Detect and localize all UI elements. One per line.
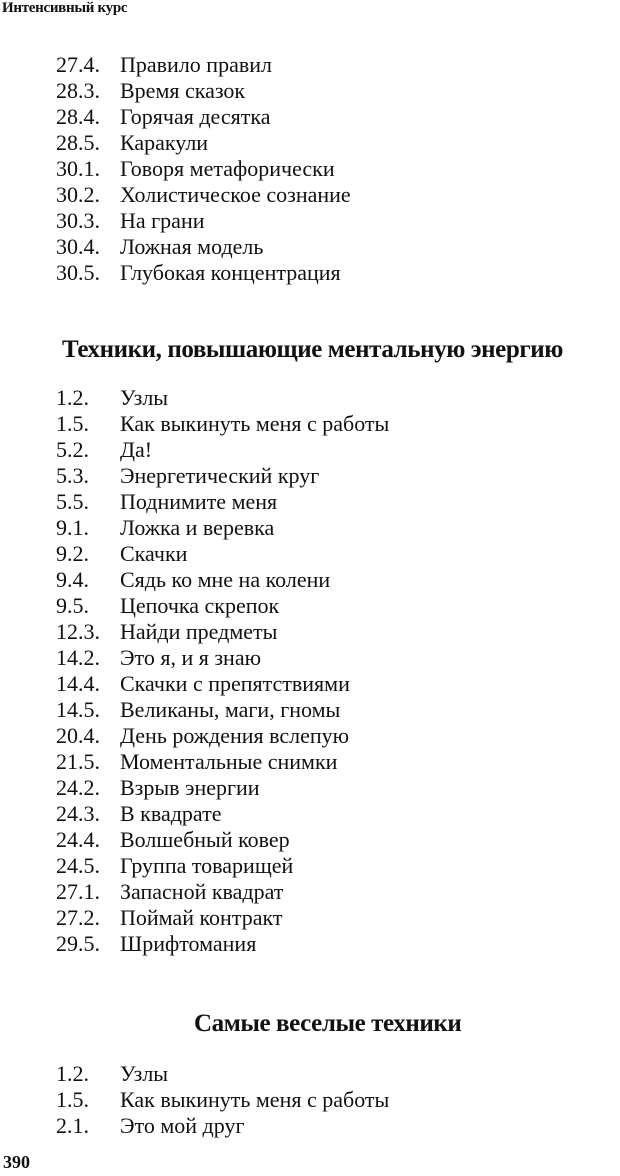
item-title: Говоря метафорически: [120, 156, 335, 181]
item-title: Это я, и я знаю: [120, 645, 262, 670]
item-title: Великаны, маги, гномы: [120, 697, 341, 722]
running-head: Интенсивный курс: [2, 0, 128, 16]
list-item: [56, 437, 389, 463]
list-item: [56, 515, 389, 541]
item-number: 1.5.: [56, 1087, 89, 1112]
list-item: [56, 775, 389, 801]
list-item: [56, 1061, 389, 1087]
item-number: 24.3.: [56, 801, 100, 826]
item-number: 14.4.: [56, 671, 100, 696]
list-item: [56, 749, 389, 775]
item-number: 30.2.: [56, 182, 100, 207]
item-title: Каракули: [120, 130, 209, 155]
list-item: [56, 182, 351, 208]
list-item: [56, 853, 389, 879]
item-title: Цепочка скрепок: [120, 593, 280, 618]
item-title: Шрифтомания: [120, 931, 257, 956]
item-number: 24.5.: [56, 853, 100, 878]
item-number: 21.5.: [56, 749, 100, 774]
item-number: 27.2.: [56, 905, 100, 930]
item-title: Узлы: [120, 1061, 169, 1086]
technique-list-continued: [56, 52, 351, 286]
list-item: [56, 827, 389, 853]
item-number: 5.5.: [56, 489, 89, 514]
item-title: День рождения вслепую: [120, 723, 350, 748]
item-number: 12.3.: [56, 619, 100, 644]
item-title: Моментальные снимки: [120, 749, 338, 774]
item-title: Группа товарищей: [120, 853, 294, 878]
item-title: Как выкинуть меня с работы: [120, 1087, 390, 1112]
item-number: 1.5.: [56, 411, 89, 436]
list-item: [56, 567, 389, 593]
list-item: [56, 208, 351, 234]
item-number: 28.3.: [56, 78, 100, 103]
item-number: 5.3.: [56, 463, 89, 488]
list-item: [56, 78, 351, 104]
item-number: 5.2.: [56, 437, 89, 462]
item-title: Ложка и веревка: [120, 515, 275, 540]
item-title: Глубокая концентрация: [120, 260, 341, 285]
item-number: 24.4.: [56, 827, 100, 852]
item-title: В квадрате: [120, 801, 222, 826]
list-item: [56, 541, 389, 567]
item-title: Горячая десятка: [120, 104, 271, 129]
item-number: 1.2.: [56, 1061, 89, 1086]
item-title: Время сказок: [120, 78, 246, 103]
item-number: 14.5.: [56, 697, 100, 722]
item-title: Сядь ко мне на колени: [120, 567, 331, 592]
list-item: [56, 1087, 389, 1113]
item-number: 9.4.: [56, 567, 89, 592]
item-title: Холистическое сознание: [120, 182, 351, 207]
list-item: [56, 879, 389, 905]
list-item: [56, 645, 389, 671]
item-title: Поймай контракт: [120, 905, 283, 930]
item-title: Это мой друг: [120, 1113, 245, 1138]
section-heading-mental-energy: Техники, повышающие ментальную энергию: [62, 336, 564, 363]
list-item: [56, 619, 389, 645]
item-title: Скачки с препятствиями: [120, 671, 350, 696]
item-number: 30.1.: [56, 156, 100, 181]
list-item: [56, 52, 351, 78]
list-item: [56, 801, 389, 827]
list-item: [56, 156, 351, 182]
item-number: 2.1.: [56, 1113, 89, 1138]
list-item: [56, 104, 351, 130]
item-number: 30.4.: [56, 234, 100, 259]
item-title: Поднимите меня: [120, 489, 278, 514]
item-number: 27.4.: [56, 52, 100, 77]
item-title: Энергетический круг: [120, 463, 320, 488]
item-title: Правило правил: [120, 52, 272, 77]
list-item: [56, 723, 389, 749]
list-item: [56, 931, 389, 957]
list-item: [56, 130, 351, 156]
list-item: [56, 411, 389, 437]
item-title: Запасной квадрат: [120, 879, 284, 904]
list-item: [56, 489, 389, 515]
item-number: 29.5.: [56, 931, 100, 956]
item-number: 30.3.: [56, 208, 100, 233]
item-number: 9.2.: [56, 541, 89, 566]
item-title: Взрыв энергии: [120, 775, 260, 800]
list-item: [56, 234, 351, 260]
item-number: 30.5.: [56, 260, 100, 285]
item-title: На грани: [120, 208, 205, 233]
item-number: 1.2.: [56, 385, 89, 410]
list-item: [56, 260, 351, 286]
item-title: Как выкинуть меня с работы: [120, 411, 390, 436]
item-number: 9.1.: [56, 515, 89, 540]
item-title: Ложная модель: [120, 234, 264, 259]
page-number: 390: [3, 1152, 30, 1172]
item-number: 28.4.: [56, 104, 100, 129]
item-number: 27.1.: [56, 879, 100, 904]
item-title: Узлы: [120, 385, 169, 410]
item-number: 9.5.: [56, 593, 89, 618]
list-item: [56, 385, 389, 411]
section-heading-most-fun: Самые веселые техники: [194, 1010, 462, 1037]
item-title: Волшебный ковер: [120, 827, 290, 852]
item-title: Скачки: [120, 541, 188, 566]
technique-list-mental-energy: [56, 385, 389, 957]
item-title: Найди предметы: [120, 619, 278, 644]
item-number: 24.2.: [56, 775, 100, 800]
item-title: Да!: [120, 437, 153, 462]
item-number: 20.4.: [56, 723, 100, 748]
item-number: 28.5.: [56, 130, 100, 155]
list-item: [56, 593, 389, 619]
list-item: [56, 671, 389, 697]
list-item: [56, 463, 389, 489]
list-item: [56, 697, 389, 723]
list-item: [56, 1113, 389, 1139]
item-number: 14.2.: [56, 645, 100, 670]
technique-list-most-fun: [56, 1061, 389, 1139]
list-item: [56, 905, 389, 931]
